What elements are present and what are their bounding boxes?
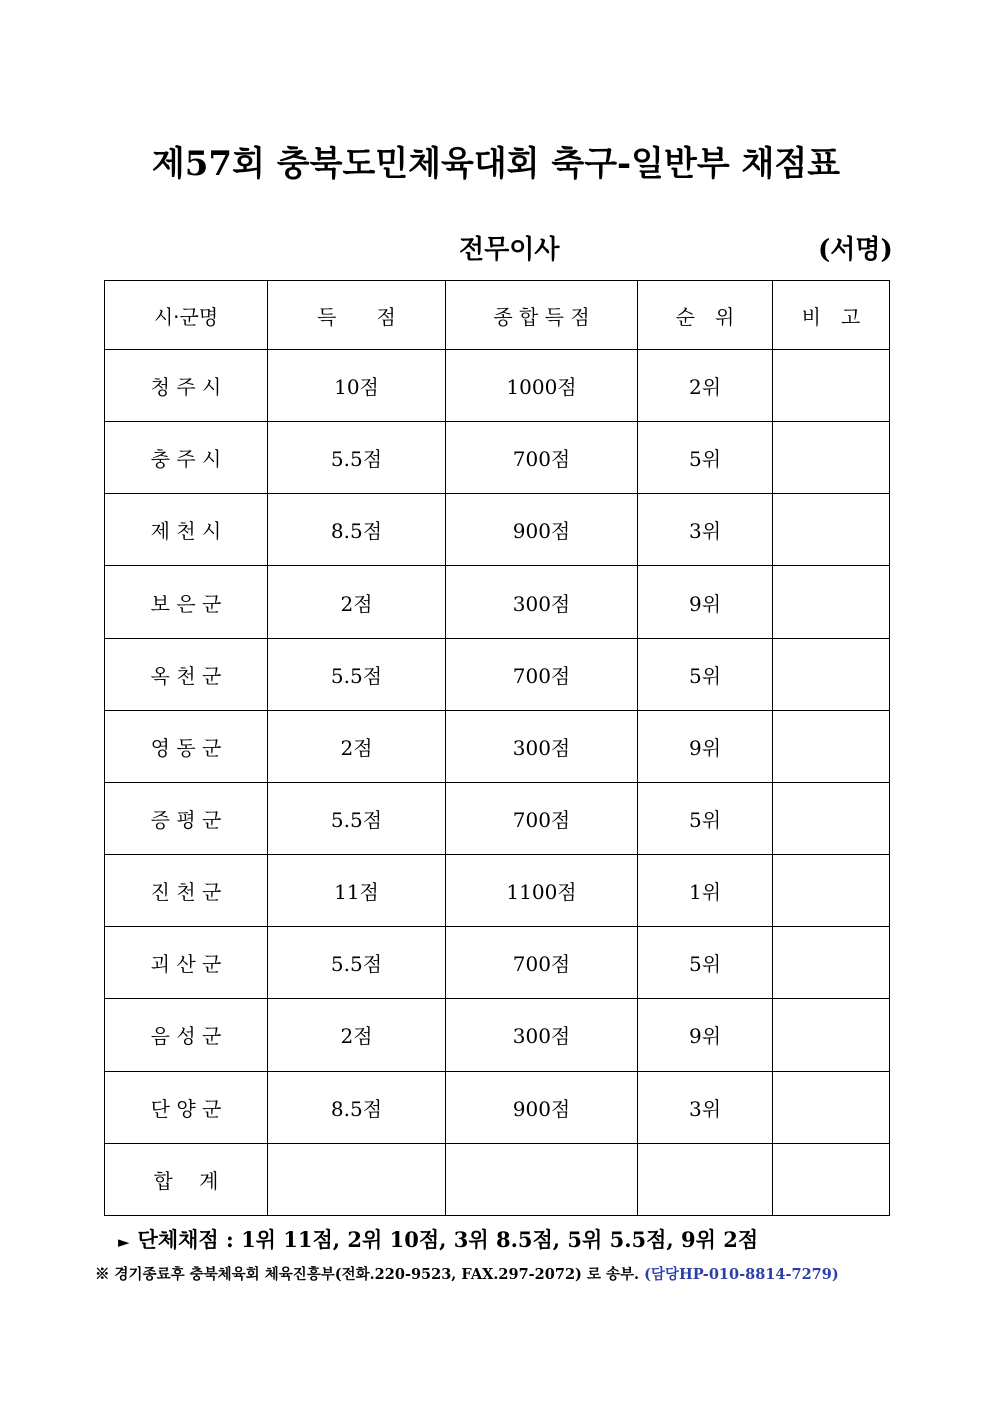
table-row	[105, 927, 890, 999]
total-score-cell: 700점	[446, 782, 638, 854]
region-cell: 제 천 시	[105, 494, 268, 566]
table-row	[105, 1143, 890, 1215]
remarks-cell	[773, 350, 890, 422]
arrow-icon: ►	[118, 1233, 130, 1251]
total-score-cell: 700점	[446, 422, 638, 494]
signature-label: 전무이사	[459, 235, 560, 265]
score-cell	[268, 1143, 446, 1215]
score-table-header	[105, 281, 890, 350]
remarks-cell	[773, 422, 890, 494]
region-cell: 음 성 군	[105, 999, 268, 1071]
table-row	[105, 422, 890, 494]
header-score: 득 점	[268, 281, 446, 350]
rank-cell: 9위	[638, 710, 773, 782]
total-score-cell: 700점	[446, 927, 638, 999]
team-scoring-text: 단체채점 : 1위 11점, 2위 10점, 3위 8.5점, 5위 5.5점, 9위 2점	[137, 1227, 759, 1252]
table-row	[105, 566, 890, 638]
score-cell: 5.5점	[268, 927, 446, 999]
total-score-cell: 1100점	[446, 855, 638, 927]
region-cell: 괴 산 군	[105, 927, 268, 999]
total-score-cell: 300점	[446, 999, 638, 1071]
total-score-cell: 900점	[446, 1071, 638, 1143]
rank-cell: 3위	[638, 1071, 773, 1143]
table-row	[105, 1071, 890, 1143]
team-scoring-note	[118, 1224, 758, 1254]
table-row	[105, 999, 890, 1071]
region-cell: 증 평 군	[105, 782, 268, 854]
total-score-cell	[446, 1143, 638, 1215]
rank-cell: 2위	[638, 350, 773, 422]
page-title: 제57회 충북도민체육대회 축구-일반부 채점표	[151, 144, 841, 184]
table-row	[105, 710, 890, 782]
score-cell: 2점	[268, 566, 446, 638]
score-table-body	[105, 350, 890, 1216]
region-cell: 충 주 시	[105, 422, 268, 494]
total-score-cell: 300점	[446, 566, 638, 638]
rank-cell: 5위	[638, 638, 773, 710]
region-cell: 합 계	[105, 1143, 268, 1215]
remarks-cell	[773, 999, 890, 1071]
remarks-cell	[773, 1143, 890, 1215]
total-score-cell: 300점	[446, 710, 638, 782]
header-total-score: 종 합 득 점	[446, 281, 638, 350]
score-cell: 5.5점	[268, 422, 446, 494]
table-row	[105, 782, 890, 854]
header-rank: 순 위	[638, 281, 773, 350]
score-cell: 2점	[268, 999, 446, 1071]
region-cell: 보 은 군	[105, 566, 268, 638]
region-cell: 단 양 군	[105, 1071, 268, 1143]
rank-cell: 9위	[638, 999, 773, 1071]
total-score-cell: 700점	[446, 638, 638, 710]
table-row	[105, 350, 890, 422]
signature-mark: (서명)	[818, 235, 893, 265]
table-row	[105, 638, 890, 710]
region-cell: 옥 천 군	[105, 638, 268, 710]
remarks-cell	[773, 855, 890, 927]
header-region: 시·군명	[105, 281, 268, 350]
score-cell: 2점	[268, 710, 446, 782]
remarks-cell	[773, 638, 890, 710]
score-cell: 11점	[268, 855, 446, 927]
remarks-cell	[773, 494, 890, 566]
remarks-cell	[773, 927, 890, 999]
score-cell: 8.5점	[268, 494, 446, 566]
score-table	[104, 280, 890, 1216]
score-cell: 5.5점	[268, 782, 446, 854]
rank-cell: 5위	[638, 782, 773, 854]
rank-cell	[638, 1143, 773, 1215]
remarks-cell	[773, 782, 890, 854]
table-row	[105, 855, 890, 927]
score-cell: 8.5점	[268, 1071, 446, 1143]
region-cell: 영 동 군	[105, 710, 268, 782]
rank-cell: 3위	[638, 494, 773, 566]
region-cell: 진 천 군	[105, 855, 268, 927]
remarks-cell	[773, 710, 890, 782]
score-cell: 5.5점	[268, 638, 446, 710]
region-cell: 청 주 시	[105, 350, 268, 422]
total-score-cell: 1000점	[446, 350, 638, 422]
rank-cell: 1위	[638, 855, 773, 927]
header-row	[105, 281, 890, 350]
rank-cell: 5위	[638, 927, 773, 999]
contact-text: (담당HP-010-8814-7279)	[644, 1266, 839, 1283]
header-remarks: 비 고	[773, 281, 890, 350]
score-cell: 10점	[268, 350, 446, 422]
submission-note	[95, 1263, 839, 1284]
rank-cell: 5위	[638, 422, 773, 494]
remarks-cell	[773, 1071, 890, 1143]
submission-text: ※ 경기종료후 충북체육회 체육진흥부(전화.220-9523, FAX.297-2072) 로 송부.	[95, 1266, 645, 1283]
rank-cell: 9위	[638, 566, 773, 638]
remarks-cell	[773, 566, 890, 638]
table-row	[105, 494, 890, 566]
total-score-cell: 900점	[446, 494, 638, 566]
